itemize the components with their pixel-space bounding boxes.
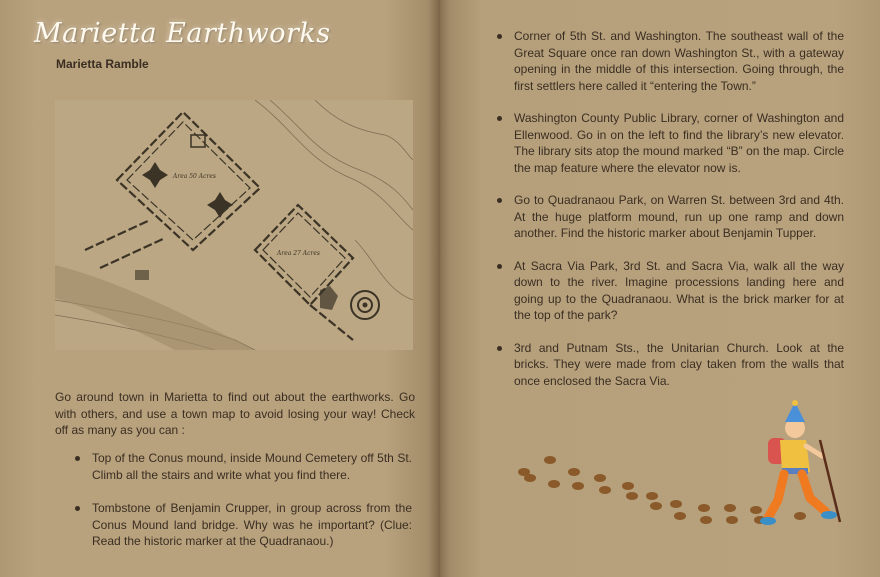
list-item: Corner of 5th St. and Washington. The southeast wall of the Great Square once ran down Washington St., with a gateway opening in the middle of this intersection. Going through, the first settlers here called it “entering the Town.” xyxy=(494,28,844,94)
intro-paragraph: Go around town in Marietta to find out about the earthworks. Go with others, and use a town map to avoid losing your way! Check off as many as you can : xyxy=(55,390,415,437)
footprints-icon xyxy=(518,456,806,524)
list-item: Top of the Conus mound, inside Mound Cemetery off 5th St. Climb all the stairs and write what you find there. xyxy=(72,450,412,483)
page-title: Marietta Earthworks xyxy=(34,18,331,49)
left-checklist xyxy=(72,450,412,567)
hiker-illustration xyxy=(510,400,850,530)
map-area-label-great: Area 50 Acres xyxy=(173,173,216,180)
earthworks-map-image xyxy=(55,100,413,350)
right-checklist xyxy=(494,28,844,405)
list-item: Tombstone of Benjamin Crupper, in group across from the Conus Mound land bridge. Why was he important? (Clue: Read the historic marker at the Quadranaou.) xyxy=(72,500,412,550)
map-area-label-small: Area 27 Acres xyxy=(277,250,320,257)
page-subtitle: Marietta Ramble xyxy=(56,57,149,71)
book-spine xyxy=(428,0,450,577)
list-item: At Sacra Via Park, 3rd St. and Sacra Via, walk all the way down to the river. Imagine processions landing here and going up to the Quadranaou. What is the brick marker for at the top of the park? xyxy=(494,258,844,324)
list-item: 3rd and Putnam Sts., the Unitarian Church. Look at the bricks. They were made from clay taken from the walls that once enclosed the Sacra Via. xyxy=(494,340,844,390)
list-item: Go to Quadranaou Park, on Warren St. between 3rd and 4th. At the huge platform mound, run up one ramp and down another. Find the historic marker about Benjamin Tupper. xyxy=(494,192,844,242)
list-item: Washington County Public Library, corner of Washington and Ellenwood. Go in on the left to find the library’s new elevator. The library sits atop the mound marked “B” on the map. Circle the map feature where the elevator now is. xyxy=(494,110,844,176)
